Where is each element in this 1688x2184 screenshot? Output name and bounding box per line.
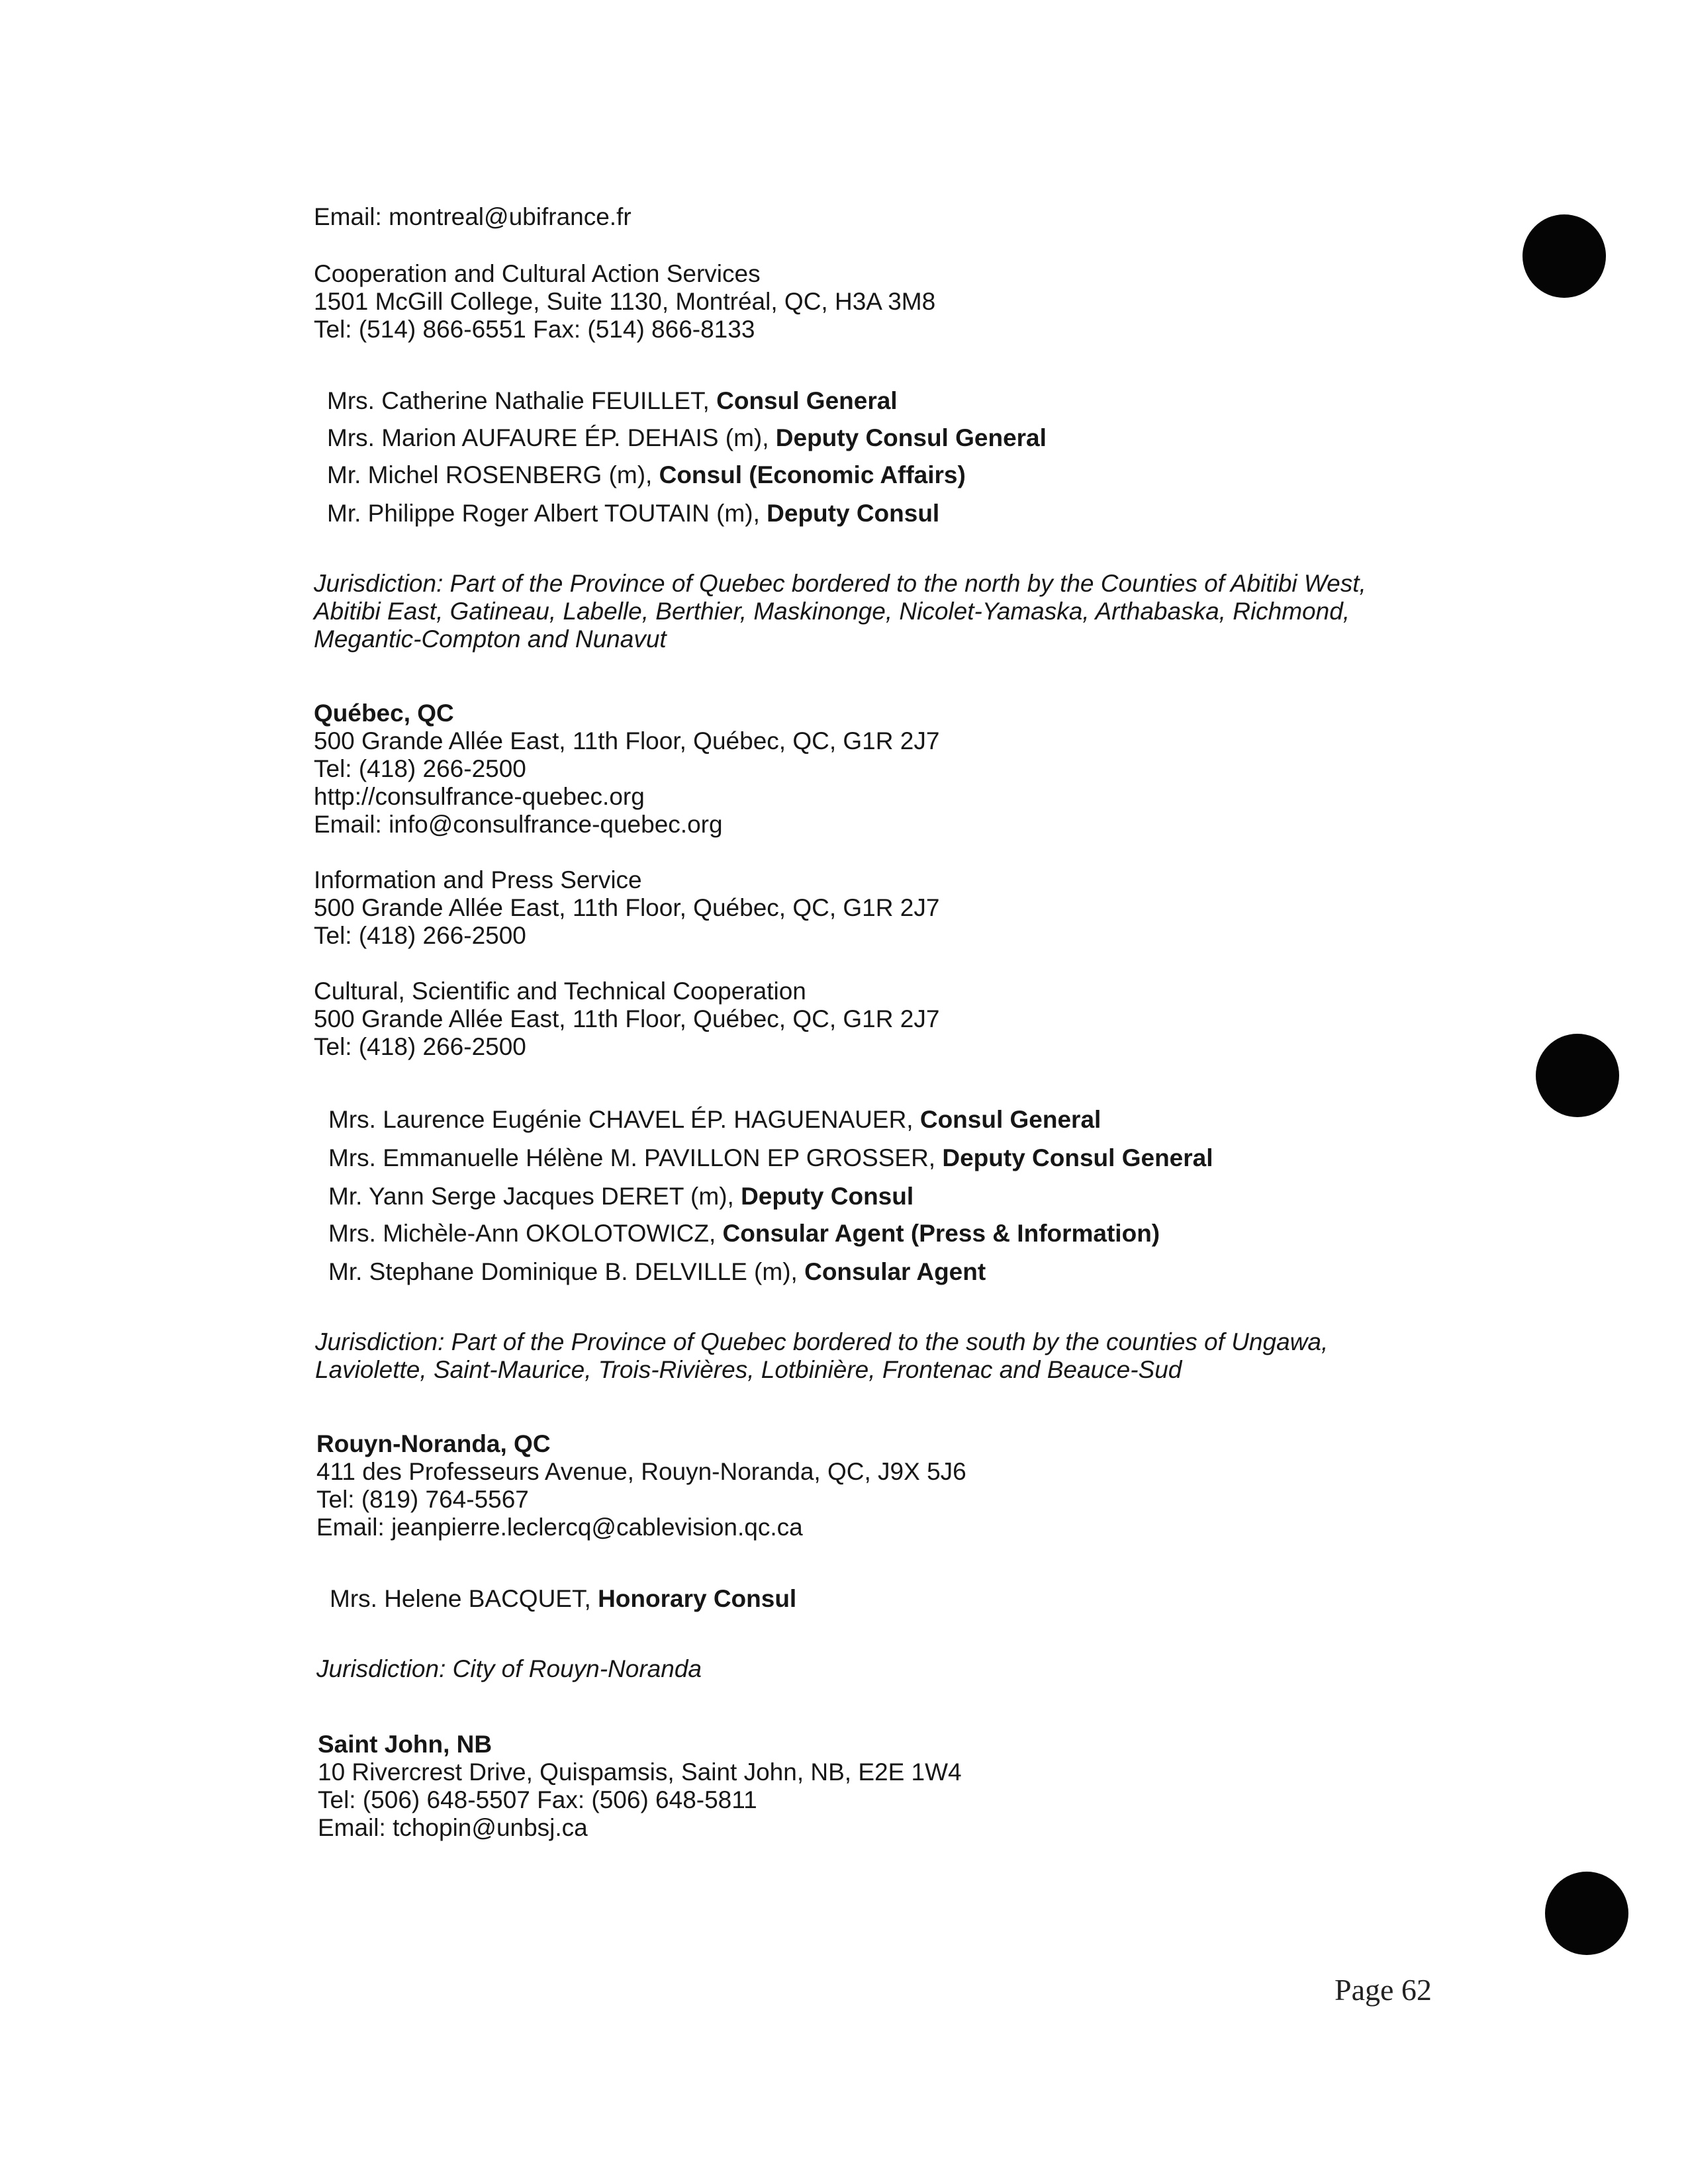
official-entry: [327, 387, 898, 416]
official-entry: [328, 1257, 986, 1287]
coop-service-tel: Tel: (514) 866-6551 Fax: (514) 866-8133: [314, 316, 755, 343]
rouyn-tel: Tel: (819) 764-5567: [316, 1486, 529, 1513]
official-name: Mr. Philippe Roger Albert TOUTAIN (m),: [327, 500, 767, 527]
montreal-jurisdiction-line: Megantic-Compton and Nunavut: [314, 625, 667, 653]
official-name: Mrs. Marion AUFAURE ÉP. DEHAIS (m),: [327, 424, 776, 451]
official-name: Mrs. Helene BACQUET,: [330, 1585, 598, 1612]
official-name: Mrs. Catherine Nathalie FEUILLET,: [327, 387, 717, 414]
official-name: Mrs. Emmanuelle Hélène M. PAVILLON EP GROSSER,: [328, 1144, 943, 1171]
official-title: Deputy Consul General: [942, 1144, 1213, 1171]
quebec-heading: Québec, QC: [314, 700, 454, 727]
page-number: Page 62: [1335, 1973, 1432, 2007]
official-name: Mr. Michel ROSENBERG (m),: [327, 461, 659, 488]
official-name: Mrs. Michèle-Ann OKOLOTOWICZ,: [328, 1220, 723, 1247]
official-entry: [328, 1182, 914, 1211]
quebec-jurisdiction-line: Jurisdiction: Part of the Province of Quebec bordered to the south by the counties of Ungawa,: [315, 1328, 1329, 1355]
saint-john-tel: Tel: (506) 648-5507 Fax: (506) 648-5811: [318, 1786, 757, 1813]
official-entry: [330, 1584, 796, 1614]
official-title: Consular Agent: [804, 1258, 986, 1285]
official-entry: [328, 1105, 1101, 1134]
official-name: Mr. Yann Serge Jacques DERET (m),: [328, 1183, 741, 1210]
coop-service-address: 1501 McGill College, Suite 1130, Montréal, QC, H3A 3M8: [314, 288, 936, 315]
info-press-tel: Tel: (418) 266-2500: [314, 922, 526, 949]
punch-hole-bottom: [1545, 1872, 1628, 1955]
official-entry: [327, 424, 1047, 453]
official-entry: [327, 499, 939, 528]
saint-john-email: Email: tchopin@unbsj.ca: [318, 1814, 588, 1841]
official-title: Consul (Economic Affairs): [659, 461, 966, 488]
official-title: Consular Agent (Press & Information): [722, 1220, 1160, 1247]
punch-hole-top: [1523, 214, 1606, 298]
official-entry: [328, 1144, 1213, 1173]
saint-john-heading: Saint John, NB: [318, 1731, 492, 1758]
official-title: Honorary Consul: [598, 1585, 797, 1612]
quebec-tel: Tel: (418) 266-2500: [314, 755, 526, 782]
official-title: Deputy Consul General: [775, 424, 1047, 451]
montreal-jurisdiction-line: Abitibi East, Gatineau, Labelle, Berthier, Maskinonge, Nicolet-Yamaska, Arthabaska, Richmond,: [314, 598, 1350, 625]
quebec-email: Email: info@consulfrance-quebec.org: [314, 811, 723, 838]
official-name: Mrs. Laurence Eugénie CHAVEL ÉP. HAGUENAUER,: [328, 1106, 920, 1133]
cultural-coop-tel: Tel: (418) 266-2500: [314, 1033, 526, 1060]
official-name: Mr. Stephane Dominique B. DELVILLE (m),: [328, 1258, 805, 1285]
quebec-website: http://consulfrance-quebec.org: [314, 783, 645, 810]
saint-john-address: 10 Rivercrest Drive, Quispamsis, Saint John, NB, E2E 1W4: [318, 1758, 962, 1786]
cultural-coop-address: 500 Grande Allée East, 11th Floor, Québec, QC, G1R 2J7: [314, 1005, 940, 1032]
quebec-address: 500 Grande Allée East, 11th Floor, Québec, QC, G1R 2J7: [314, 727, 940, 754]
rouyn-email: Email: jeanpierre.leclercq@cablevision.qc.ca: [316, 1514, 803, 1541]
rouyn-jurisdiction: Jurisdiction: City of Rouyn-Noranda: [316, 1655, 702, 1682]
official-title: Deputy Consul: [741, 1183, 914, 1210]
coop-service-name: Cooperation and Cultural Action Services: [314, 260, 761, 287]
montreal-email: Email: montreal@ubifrance.fr: [314, 203, 632, 230]
rouyn-address: 411 des Professeurs Avenue, Rouyn-Noranda, QC, J9X 5J6: [316, 1458, 966, 1485]
cultural-coop-name: Cultural, Scientific and Technical Cooperation: [314, 978, 806, 1005]
montreal-jurisdiction-line: Jurisdiction: Part of the Province of Quebec bordered to the north by the Counties of Abitibi West,: [314, 570, 1366, 597]
official-title: Consul General: [716, 387, 898, 414]
official-entry: [327, 461, 966, 490]
rouyn-heading: Rouyn-Noranda, QC: [316, 1430, 551, 1457]
official-entry: [328, 1219, 1160, 1248]
official-title: Consul General: [919, 1106, 1102, 1133]
info-press-name: Information and Press Service: [314, 866, 642, 893]
quebec-jurisdiction-line: Laviolette, Saint-Maurice, Trois-Rivières, Lotbinière, Frontenac and Beauce-Sud: [315, 1356, 1182, 1383]
info-press-address: 500 Grande Allée East, 11th Floor, Québec, QC, G1R 2J7: [314, 894, 940, 921]
punch-hole-middle: [1536, 1034, 1619, 1117]
official-title: Deputy Consul: [767, 500, 940, 527]
